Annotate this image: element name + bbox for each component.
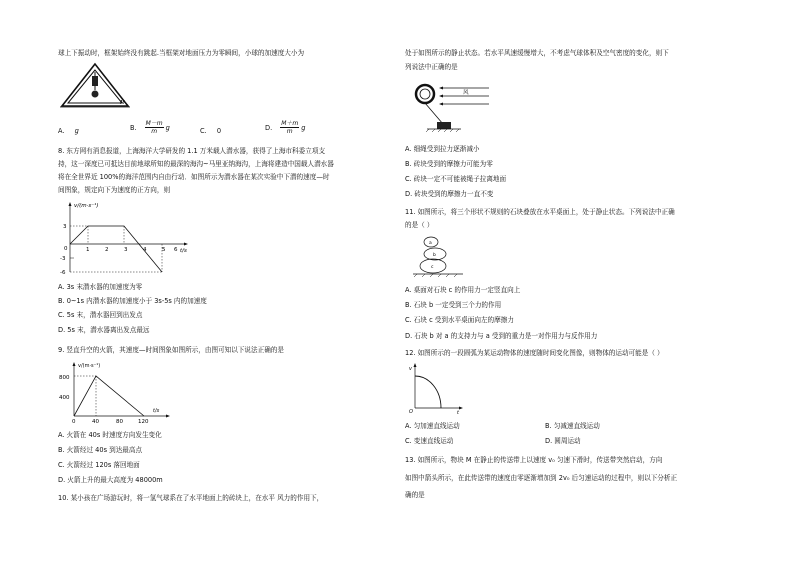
q12-arc-graph xyxy=(407,362,467,414)
q8-y-tick-3: 3 xyxy=(63,224,67,230)
q9-x-tick-120: 120 xyxy=(138,419,149,425)
q9-option-d[interactable]: D. 火箭上升的最大高度为 48000m xyxy=(58,476,163,484)
q8-option-c[interactable]: C. 5s 末，潜水器回到出发点 xyxy=(58,311,143,319)
right-column xyxy=(405,0,750,562)
q9-y-tick-800: 800 xyxy=(59,375,70,381)
stone-label-a: a xyxy=(429,241,432,246)
q8-y-tick-m3: -3 xyxy=(60,256,66,262)
q11-line-1: 11. 如图所示，将三个形状不规则的石块叠放在水平桌面上，处于静止状态。下列说法中正确 xyxy=(405,208,675,216)
stone-label-c: c xyxy=(431,265,434,270)
q12-x-label: t xyxy=(457,410,459,414)
q10-option-d[interactable]: D. 砖块受到的摩擦力一直不变 xyxy=(405,190,494,198)
q12-origin: O xyxy=(409,409,413,414)
q8-x-tick-1: 1 xyxy=(86,247,90,253)
q8-x-tick-2: 2 xyxy=(105,247,109,253)
q12-option-d[interactable]: D. 圆周运动 xyxy=(545,437,581,445)
q12-option-b[interactable]: B. 匀减速直线运动 xyxy=(545,422,600,430)
q10-option-a[interactable]: A. 细绳受到拉力逐渐减小 xyxy=(405,145,480,153)
q8-option-b[interactable]: B. 0~1s 内潜水器的加速度小于 3s-5s 内的加速度 xyxy=(58,297,207,305)
q10-option-b[interactable]: B. 砖块受到的摩擦力可能为零 xyxy=(405,160,493,168)
q9-option-a[interactable]: A. 火箭在 40s 时速度方向发生变化 xyxy=(58,431,162,439)
q9-x-tick-0: 0 xyxy=(72,419,76,425)
q13-line-3: 确的是 xyxy=(405,491,425,499)
q8-y-tick-0: 0 xyxy=(64,246,68,252)
q8-velocity-graph xyxy=(58,200,198,280)
q8-line-4: 间图象，规定向下为速度的正方向，则 xyxy=(58,186,171,194)
q8-y-axis-label: v/(m·s⁻¹) xyxy=(74,203,99,209)
option-c[interactable]: C. 0 xyxy=(200,127,222,135)
q8-velocity-line xyxy=(70,226,162,272)
frame-mass-label: M xyxy=(120,100,125,106)
q8-option-a[interactable]: A. 3s 末潜水器的加速度为零 xyxy=(58,283,143,291)
q10-line-start: 10. 某小孩在广场游玩时，将一氢气球系在了水平地面上的砖块上，在水平 风力的作用下， xyxy=(58,494,324,502)
q8-y-tick-m6: -6 xyxy=(60,270,66,276)
q8-x-axis-label: t/s xyxy=(180,248,187,254)
question-prev-tail: 球上下振动时，框架始终没有跳起.当框架对地面压力为零瞬间，小球的加速度大小为 xyxy=(58,49,305,57)
q9-option-c[interactable]: C. 火箭经过 120s 落回地面 xyxy=(58,461,140,469)
stones-figure xyxy=(409,232,469,280)
q12-option-a[interactable]: A. 匀加速直线运动 xyxy=(405,422,460,430)
q9-x-tick-40: 40 xyxy=(92,419,99,425)
q11-line-2: 的是（ ） xyxy=(405,221,434,229)
q9-x-tick-80: 80 xyxy=(116,419,123,425)
q9-velocity-line xyxy=(74,376,144,416)
balloon-wind-figure xyxy=(409,80,499,135)
option-a[interactable]: A. g xyxy=(58,127,79,135)
q8-line-2: 持，这一深度已可抵达目前地球所知的最深的海沟~马里亚纳海沟，上海将建造中国载人潜水器 xyxy=(58,160,334,168)
option-d[interactable]: D. M＋m m g xyxy=(265,120,306,135)
q12-y-label: v xyxy=(409,366,412,372)
q8-option-d[interactable]: D. 5s 末，潜水器离出发点最远 xyxy=(58,326,150,334)
q8-line-3: 将在全世界近 100%的海洋范围内自由行动．如图所示为潜水器在某次实验中下潜的速度—时 xyxy=(58,173,330,181)
q10-option-c[interactable]: C. 砖块一定不可能被绳子拉离地面 xyxy=(405,175,507,183)
frame-spring-figure xyxy=(60,62,130,110)
q9-y-tick-400: 400 xyxy=(59,395,70,401)
option-b[interactable]: B. M－m m g xyxy=(130,120,170,135)
stone-label-b: b xyxy=(433,253,436,258)
q9-option-b[interactable]: B. 火箭经过 40s 到达最高点 xyxy=(58,446,143,454)
q8-line-1: 8. 东方网有消息报道，上海海洋大学研发的 1.1 万米载人潜水器，获得了上海市科委立项支 xyxy=(58,147,326,155)
q12-arc xyxy=(415,376,441,408)
q11-option-b[interactable]: B. 石块 b 一定受到三个力的作用 xyxy=(405,301,502,309)
q8-x-tick-3: 3 xyxy=(124,247,128,253)
left-column xyxy=(58,0,388,562)
q11-option-a[interactable]: A. 桌面对石块 c 的作用力一定竖直向上 xyxy=(405,286,521,294)
q12-option-c[interactable]: C. 变速直线运动 xyxy=(405,437,454,445)
q13-line-1: 13. 如图所示，物块 M 在静止的传送带上以速度 v₀ 匀速下滑时，传送带突然启动，方向 xyxy=(405,456,663,464)
q13-line-2: 如图中箭头所示，在此传送带的速度由零逐渐增加到 2v₀ 后匀速运动的过程中，则以下分析正 xyxy=(405,474,678,482)
q9-y-axis-label: v/(m·s⁻¹) xyxy=(78,363,101,369)
q8-x-tick-6: 6 xyxy=(174,247,178,253)
q8-x-tick-5: 5 xyxy=(162,247,166,253)
q10-line-cont-1: 处于如图所示的静止状态。若水平风速缓慢增大，不考虑气球体积及空气密度的变化，则下 xyxy=(405,49,669,57)
q11-option-d[interactable]: D. 石块 b 对 a 的支持力与 a 受到的重力是一对作用力与反作用力 xyxy=(405,332,598,340)
q10-line-cont-2: 列说法中正确的是 xyxy=(405,63,458,71)
wind-label: 风 xyxy=(463,90,469,96)
q9-velocity-graph xyxy=(58,360,198,425)
q9-x-axis-label: t/s xyxy=(153,408,160,414)
q11-option-c[interactable]: C. 石块 c 受到水平桌面向左的摩擦力 xyxy=(405,316,514,324)
q9-line: 9. 竖直升空的火箭，其速度—时间图象如图所示，由图可知以下说法正确的是 xyxy=(58,346,284,354)
q8-x-tick-4: 4 xyxy=(143,247,147,253)
q12-line: 12. 如图所示的一段圆弧为某运动物体的速度随时间变化图像，则物体的运动可能是（ ） xyxy=(405,349,664,357)
